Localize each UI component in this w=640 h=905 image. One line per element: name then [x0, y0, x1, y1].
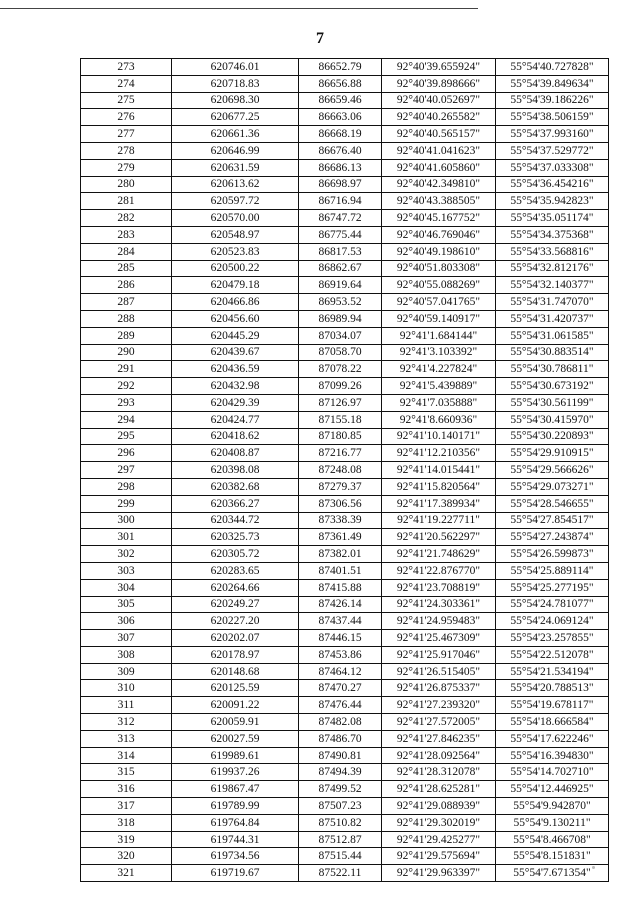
y-coordinate-cell: 86817.53: [299, 243, 382, 260]
table-row: [81, 680, 609, 697]
longitude-cell: 92°41'5.439889": [382, 378, 496, 395]
table-row: [81, 714, 609, 731]
x-coordinate-cell: 620570.00: [172, 210, 299, 227]
x-coordinate-cell: 620597.72: [172, 193, 299, 210]
table-row: [81, 495, 609, 512]
table-row: [81, 92, 609, 109]
longitude-cell: 92°40'57.041765": [382, 294, 496, 311]
y-coordinate-cell: 86663.06: [299, 109, 382, 126]
latitude-cell: 55°54'31.061585": [496, 327, 609, 344]
latitude-cell: 55°54'21.534194": [496, 663, 609, 680]
point-number-cell: 305: [81, 596, 172, 613]
y-coordinate-cell: 86862.67: [299, 260, 382, 277]
x-coordinate-cell: 620148.68: [172, 663, 299, 680]
latitude-cell: 55°54'29.910915": [496, 445, 609, 462]
x-coordinate-cell: 620479.18: [172, 277, 299, 294]
table-row: [81, 243, 609, 260]
table-row: [81, 344, 609, 361]
latitude-cell: 55°54'40.727828": [496, 59, 609, 76]
x-coordinate-cell: 620746.01: [172, 59, 299, 76]
longitude-cell: 92°41'25.917046": [382, 646, 496, 663]
point-number-cell: 292: [81, 378, 172, 395]
longitude-cell: 92°40'40.565157": [382, 126, 496, 143]
table-row: [81, 730, 609, 747]
y-coordinate-cell: 87486.70: [299, 730, 382, 747]
point-number-cell: 308: [81, 646, 172, 663]
longitude-cell: 92°40'45.167752": [382, 210, 496, 227]
y-coordinate-cell: 86668.19: [299, 126, 382, 143]
table-row: [81, 478, 609, 495]
x-coordinate-cell: 620439.67: [172, 344, 299, 361]
point-number-cell: 281: [81, 193, 172, 210]
y-coordinate-cell: 87279.37: [299, 478, 382, 495]
y-coordinate-cell: 87382.01: [299, 546, 382, 563]
table-row: [81, 159, 609, 176]
x-coordinate-cell: 620436.59: [172, 361, 299, 378]
x-coordinate-cell: 620523.83: [172, 243, 299, 260]
y-coordinate-cell: 86659.46: [299, 92, 382, 109]
latitude-cell: 55°54'29.073271": [496, 478, 609, 495]
longitude-cell: 92°40'39.898666": [382, 75, 496, 92]
latitude-cell: 55°54'32.812176": [496, 260, 609, 277]
longitude-cell: 92°41'4.227824": [382, 361, 496, 378]
longitude-cell: 92°41'10.140171": [382, 428, 496, 445]
longitude-cell: 92°40'59.140917": [382, 310, 496, 327]
x-coordinate-cell: 620408.87: [172, 445, 299, 462]
x-coordinate-cell: 620227.20: [172, 613, 299, 630]
y-coordinate-cell: 86775.44: [299, 226, 382, 243]
longitude-cell: 92°41'15.820564": [382, 478, 496, 495]
table-row: [81, 462, 609, 479]
x-coordinate-cell: 620613.62: [172, 176, 299, 193]
latitude-cell: 55°54'20.788513": [496, 680, 609, 697]
y-coordinate-cell: 86953.52: [299, 294, 382, 311]
longitude-cell: 92°40'55.088269": [382, 277, 496, 294]
y-coordinate-cell: 86656.88: [299, 75, 382, 92]
y-coordinate-cell: 87446.15: [299, 630, 382, 647]
latitude-cell: 55°54'18.666584": [496, 714, 609, 731]
latitude-cell: 55°54'26.599873": [496, 546, 609, 563]
point-number-cell: 297: [81, 462, 172, 479]
table-row: [81, 327, 609, 344]
point-number-cell: 315: [81, 764, 172, 781]
point-number-cell: 274: [81, 75, 172, 92]
x-coordinate-cell: 620027.59: [172, 730, 299, 747]
x-coordinate-cell: 619764.84: [172, 814, 299, 831]
x-coordinate-cell: 620178.97: [172, 646, 299, 663]
y-coordinate-cell: 87499.52: [299, 781, 382, 798]
latitude-cell: 55°54'25.277195": [496, 579, 609, 596]
longitude-cell: 92°41'24.959483": [382, 613, 496, 630]
table-row: [81, 294, 609, 311]
point-number-cell: 320: [81, 848, 172, 865]
y-coordinate-cell: 87338.39: [299, 512, 382, 529]
point-number-cell: 288: [81, 310, 172, 327]
table-row: [81, 378, 609, 395]
y-coordinate-cell: 87426.14: [299, 596, 382, 613]
longitude-cell: 92°41'20.562297": [382, 529, 496, 546]
latitude-cell: 55°54'35.942823": [496, 193, 609, 210]
latitude-cell: 55°54'34.375368": [496, 226, 609, 243]
x-coordinate-cell: 620429.39: [172, 394, 299, 411]
latitude-cell: 55°54'31.747070": [496, 294, 609, 311]
point-number-cell: 287: [81, 294, 172, 311]
longitude-cell: 92°41'28.312078": [382, 764, 496, 781]
longitude-cell: 92°41'17.389934": [382, 495, 496, 512]
latitude-cell: 55°54'24.069124": [496, 613, 609, 630]
y-coordinate-cell: 86652.79: [299, 59, 382, 76]
table-row: [81, 562, 609, 579]
table-row: [81, 394, 609, 411]
table-row: [81, 781, 609, 798]
table-row: [81, 663, 609, 680]
point-number-cell: 317: [81, 798, 172, 815]
y-coordinate-cell: 87078.22: [299, 361, 382, 378]
table-row: [81, 865, 609, 882]
y-coordinate-cell: 87216.77: [299, 445, 382, 462]
x-coordinate-cell: 619989.61: [172, 747, 299, 764]
x-coordinate-cell: 620698.30: [172, 92, 299, 109]
latitude-cell: 55°54'37.529772": [496, 142, 609, 159]
x-coordinate-cell: 620548.97: [172, 226, 299, 243]
table-row: [81, 176, 609, 193]
x-coordinate-cell: 619937.26: [172, 764, 299, 781]
x-coordinate-cell: 620631.59: [172, 159, 299, 176]
y-coordinate-cell: 87453.86: [299, 646, 382, 663]
coordinates-table: [80, 58, 609, 882]
longitude-cell: 92°41'3.103392": [382, 344, 496, 361]
point-number-cell: 319: [81, 831, 172, 848]
longitude-cell: 92°41'23.708819": [382, 579, 496, 596]
y-coordinate-cell: 87494.39: [299, 764, 382, 781]
longitude-cell: 92°41'21.748629": [382, 546, 496, 563]
y-coordinate-cell: 86676.40: [299, 142, 382, 159]
y-coordinate-cell: 87490.81: [299, 747, 382, 764]
table-row: [81, 361, 609, 378]
latitude-cell: 55°54'8.466708": [496, 831, 609, 848]
top-rule: [0, 8, 478, 9]
longitude-cell: 92°41'19.227711": [382, 512, 496, 529]
y-coordinate-cell: 86698.97: [299, 176, 382, 193]
point-number-cell: 304: [81, 579, 172, 596]
point-number-cell: 290: [81, 344, 172, 361]
table-row: [81, 193, 609, 210]
latitude-cell: 55°54'14.702710": [496, 764, 609, 781]
table-row: [81, 579, 609, 596]
longitude-cell: 92°41'22.876770": [382, 562, 496, 579]
x-coordinate-cell: 620445.29: [172, 327, 299, 344]
y-coordinate-cell: 87126.97: [299, 394, 382, 411]
table-row: [81, 75, 609, 92]
table-row: [81, 697, 609, 714]
table-row: [81, 109, 609, 126]
latitude-cell: 55°54'39.849634": [496, 75, 609, 92]
point-number-cell: 273: [81, 59, 172, 76]
x-coordinate-cell: 619789.99: [172, 798, 299, 815]
longitude-cell: 92°40'41.041623": [382, 142, 496, 159]
y-coordinate-cell: 87180.85: [299, 428, 382, 445]
latitude-cell: 55°54'12.446925": [496, 781, 609, 798]
point-number-cell: 284: [81, 243, 172, 260]
latitude-cell: 55°54'9.942870": [496, 798, 609, 815]
latitude-cell: 55°54'31.420737": [496, 310, 609, 327]
y-coordinate-cell: 86747.72: [299, 210, 382, 227]
point-number-cell: 289: [81, 327, 172, 344]
point-number-cell: 277: [81, 126, 172, 143]
point-number-cell: 282: [81, 210, 172, 227]
longitude-cell: 92°41'7.035888": [382, 394, 496, 411]
x-coordinate-cell: 620661.36: [172, 126, 299, 143]
longitude-cell: 92°41'26.515405": [382, 663, 496, 680]
scan-speck: [592, 866, 595, 869]
longitude-cell: 92°41'12.210356": [382, 445, 496, 462]
latitude-cell: 55°54'30.220893": [496, 428, 609, 445]
latitude-cell: 55°54'17.622246": [496, 730, 609, 747]
y-coordinate-cell: 87470.27: [299, 680, 382, 697]
x-coordinate-cell: 619734.56: [172, 848, 299, 865]
x-coordinate-cell: 620456.60: [172, 310, 299, 327]
latitude-cell: 55°54'30.415970": [496, 411, 609, 428]
y-coordinate-cell: 87248.08: [299, 462, 382, 479]
point-number-cell: 311: [81, 697, 172, 714]
longitude-cell: 92°41'25.467309": [382, 630, 496, 647]
y-coordinate-cell: 87522.11: [299, 865, 382, 882]
table-row: [81, 630, 609, 647]
x-coordinate-cell: 620424.77: [172, 411, 299, 428]
table-row: [81, 277, 609, 294]
table-row: [81, 310, 609, 327]
table-row: [81, 512, 609, 529]
x-coordinate-cell: 620264.66: [172, 579, 299, 596]
longitude-cell: 92°40'49.198610": [382, 243, 496, 260]
y-coordinate-cell: 87515.44: [299, 848, 382, 865]
y-coordinate-cell: 87437.44: [299, 613, 382, 630]
point-number-cell: 306: [81, 613, 172, 630]
point-number-cell: 285: [81, 260, 172, 277]
point-number-cell: 307: [81, 630, 172, 647]
longitude-cell: 92°41'27.239320": [382, 697, 496, 714]
longitude-cell: 92°41'29.963397": [382, 865, 496, 882]
longitude-cell: 92°40'46.769046": [382, 226, 496, 243]
point-number-cell: 303: [81, 562, 172, 579]
longitude-cell: 92°41'26.875337": [382, 680, 496, 697]
y-coordinate-cell: 87482.08: [299, 714, 382, 731]
point-number-cell: 302: [81, 546, 172, 563]
point-number-cell: 296: [81, 445, 172, 462]
latitude-cell: 55°54'33.568816": [496, 243, 609, 260]
point-number-cell: 312: [81, 714, 172, 731]
point-number-cell: 293: [81, 394, 172, 411]
point-number-cell: 299: [81, 495, 172, 512]
x-coordinate-cell: 620382.68: [172, 478, 299, 495]
table-row: [81, 798, 609, 815]
latitude-cell: 55°54'27.854517": [496, 512, 609, 529]
longitude-cell: 92°41'8.660936": [382, 411, 496, 428]
y-coordinate-cell: 87507.23: [299, 798, 382, 815]
latitude-cell: 55°54'35.051174": [496, 210, 609, 227]
y-coordinate-cell: 87155.18: [299, 411, 382, 428]
longitude-cell: 92°41'24.303361": [382, 596, 496, 613]
x-coordinate-cell: 620466.86: [172, 294, 299, 311]
point-number-cell: 295: [81, 428, 172, 445]
latitude-cell: 55°54'37.033308": [496, 159, 609, 176]
table-row: [81, 814, 609, 831]
table-row: [81, 428, 609, 445]
point-number-cell: 283: [81, 226, 172, 243]
latitude-cell: 55°54'36.454216": [496, 176, 609, 193]
longitude-cell: 92°41'27.572005": [382, 714, 496, 731]
latitude-cell: 55°54'30.786811": [496, 361, 609, 378]
y-coordinate-cell: 87099.26: [299, 378, 382, 395]
y-coordinate-cell: 87512.87: [299, 831, 382, 848]
table-row: [81, 142, 609, 159]
latitude-cell: 55°54'30.673192": [496, 378, 609, 395]
point-number-cell: 314: [81, 747, 172, 764]
y-coordinate-cell: 87510.82: [299, 814, 382, 831]
latitude-cell: 55°54'25.889114": [496, 562, 609, 579]
latitude-cell: 55°54'16.394830": [496, 747, 609, 764]
longitude-cell: 92°40'43.388505": [382, 193, 496, 210]
x-coordinate-cell: 620432.98: [172, 378, 299, 395]
y-coordinate-cell: 87476.44: [299, 697, 382, 714]
longitude-cell: 92°40'41.605860": [382, 159, 496, 176]
table-row: [81, 596, 609, 613]
x-coordinate-cell: 620091.22: [172, 697, 299, 714]
latitude-cell: 55°54'19.678117": [496, 697, 609, 714]
y-coordinate-cell: 86989.94: [299, 310, 382, 327]
longitude-cell: 92°40'39.655924": [382, 59, 496, 76]
x-coordinate-cell: 620202.07: [172, 630, 299, 647]
longitude-cell: 92°41'29.302019": [382, 814, 496, 831]
latitude-cell: 55°54'28.546655": [496, 495, 609, 512]
x-coordinate-cell: 620325.73: [172, 529, 299, 546]
y-coordinate-cell: 87415.88: [299, 579, 382, 596]
latitude-cell: 55°54'23.257855": [496, 630, 609, 647]
table-row: [81, 613, 609, 630]
latitude-cell: 55°54'37.993160": [496, 126, 609, 143]
table-row: [81, 764, 609, 781]
table-row: [81, 546, 609, 563]
x-coordinate-cell: 620305.72: [172, 546, 299, 563]
x-coordinate-cell: 620418.62: [172, 428, 299, 445]
point-number-cell: 313: [81, 730, 172, 747]
longitude-cell: 92°41'29.575694": [382, 848, 496, 865]
latitude-cell: 55°54'9.130211": [496, 814, 609, 831]
longitude-cell: 92°40'51.803308": [382, 260, 496, 277]
latitude-cell: 55°54'30.561199": [496, 394, 609, 411]
longitude-cell: 92°40'42.349810": [382, 176, 496, 193]
page-number: 7: [316, 30, 324, 47]
table-row: [81, 848, 609, 865]
table-body: [81, 59, 609, 882]
latitude-cell: 55°54'27.243874": [496, 529, 609, 546]
point-number-cell: 321: [81, 865, 172, 882]
latitude-cell: 55°54'39.186226": [496, 92, 609, 109]
x-coordinate-cell: 620500.22: [172, 260, 299, 277]
x-coordinate-cell: 620059.91: [172, 714, 299, 731]
point-number-cell: 300: [81, 512, 172, 529]
x-coordinate-cell: 620398.08: [172, 462, 299, 479]
point-number-cell: 309: [81, 663, 172, 680]
x-coordinate-cell: 619719.67: [172, 865, 299, 882]
latitude-cell: 55°54'32.140377": [496, 277, 609, 294]
latitude-cell: 55°54'22.512078": [496, 646, 609, 663]
table-row: [81, 59, 609, 76]
x-coordinate-cell: 620249.27: [172, 596, 299, 613]
x-coordinate-cell: 620344.72: [172, 512, 299, 529]
latitude-cell: 55°54'7.671354": [496, 865, 609, 882]
longitude-cell: 92°41'28.092564": [382, 747, 496, 764]
x-coordinate-cell: 620718.83: [172, 75, 299, 92]
longitude-cell: 92°41'14.015441": [382, 462, 496, 479]
x-coordinate-cell: 619867.47: [172, 781, 299, 798]
table-row: [81, 126, 609, 143]
y-coordinate-cell: 86919.64: [299, 277, 382, 294]
point-number-cell: 278: [81, 142, 172, 159]
table-row: [81, 831, 609, 848]
point-number-cell: 298: [81, 478, 172, 495]
table-row: [81, 260, 609, 277]
latitude-cell: 55°54'29.566626": [496, 462, 609, 479]
latitude-cell: 55°54'8.151831": [496, 848, 609, 865]
x-coordinate-cell: 620677.25: [172, 109, 299, 126]
table-row: [81, 210, 609, 227]
point-number-cell: 279: [81, 159, 172, 176]
x-coordinate-cell: 620283.65: [172, 562, 299, 579]
y-coordinate-cell: 87401.51: [299, 562, 382, 579]
x-coordinate-cell: 619744.31: [172, 831, 299, 848]
point-number-cell: 316: [81, 781, 172, 798]
y-coordinate-cell: 87058.70: [299, 344, 382, 361]
point-number-cell: 286: [81, 277, 172, 294]
longitude-cell: 92°41'29.088939": [382, 798, 496, 815]
longitude-cell: 92°41'29.425277": [382, 831, 496, 848]
point-number-cell: 291: [81, 361, 172, 378]
point-number-cell: 275: [81, 92, 172, 109]
latitude-cell: 55°54'30.883514": [496, 344, 609, 361]
y-coordinate-cell: 86716.94: [299, 193, 382, 210]
y-coordinate-cell: 86686.13: [299, 159, 382, 176]
y-coordinate-cell: 87361.49: [299, 529, 382, 546]
longitude-cell: 92°41'27.846235": [382, 730, 496, 747]
latitude-cell: 55°54'38.506159": [496, 109, 609, 126]
table-row: [81, 411, 609, 428]
y-coordinate-cell: 87034.07: [299, 327, 382, 344]
y-coordinate-cell: 87306.56: [299, 495, 382, 512]
x-coordinate-cell: 620125.59: [172, 680, 299, 697]
x-coordinate-cell: 620646.99: [172, 142, 299, 159]
table-row: [81, 747, 609, 764]
point-number-cell: 318: [81, 814, 172, 831]
table-row: [81, 529, 609, 546]
x-coordinate-cell: 620366.27: [172, 495, 299, 512]
table-row: [81, 646, 609, 663]
latitude-cell: 55°54'24.781077": [496, 596, 609, 613]
point-number-cell: 294: [81, 411, 172, 428]
point-number-cell: 310: [81, 680, 172, 697]
table-row: [81, 445, 609, 462]
point-number-cell: 276: [81, 109, 172, 126]
point-number-cell: 280: [81, 176, 172, 193]
longitude-cell: 92°40'40.052697": [382, 92, 496, 109]
point-number-cell: 301: [81, 529, 172, 546]
y-coordinate-cell: 87464.12: [299, 663, 382, 680]
longitude-cell: 92°41'1.684144": [382, 327, 496, 344]
longitude-cell: 92°40'40.265582": [382, 109, 496, 126]
longitude-cell: 92°41'28.625281": [382, 781, 496, 798]
table-row: [81, 226, 609, 243]
